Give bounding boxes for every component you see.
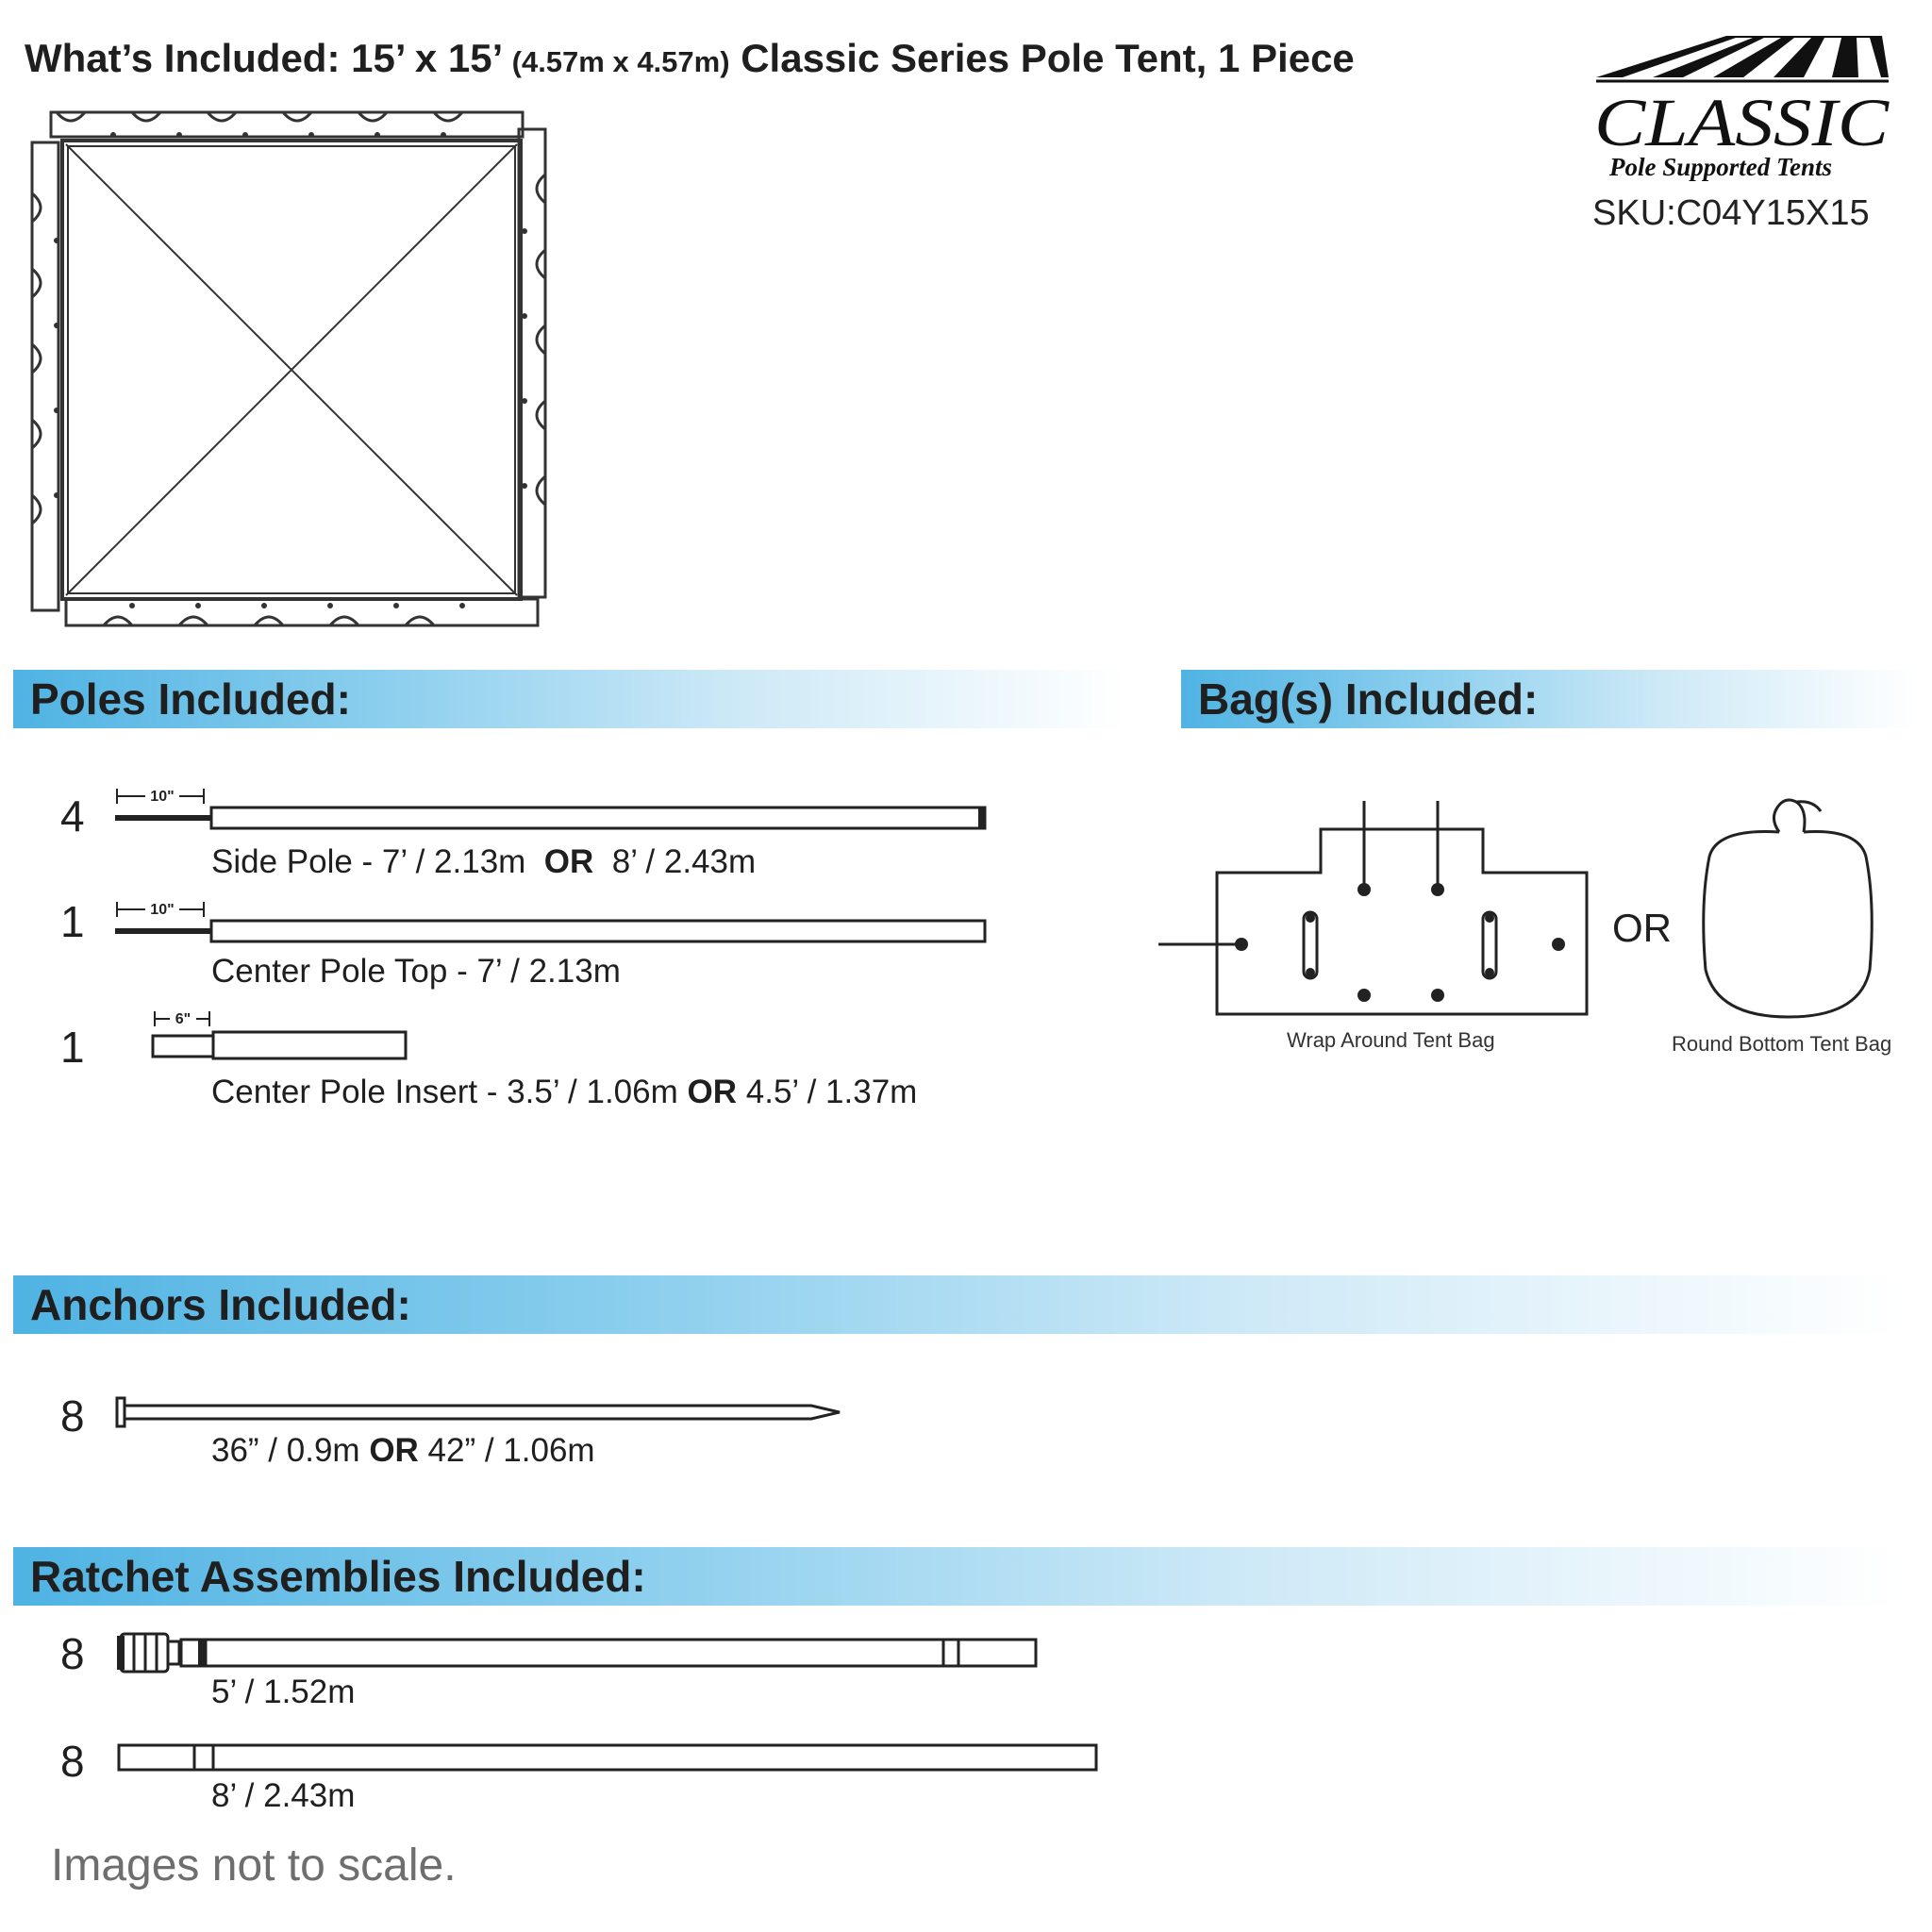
center-pole-top-label: Center Pole Top - 7’ / 2.13m	[211, 953, 621, 990]
center-pole-insert-qty: 1	[60, 1023, 85, 1072]
center-pole-insert-alt: 4.5’ / 1.37m	[745, 1074, 918, 1110]
bags-section-header	[1181, 670, 1917, 728]
center-pole-top-graphic	[113, 898, 991, 955]
side-pole-label	[211, 843, 756, 881]
ratchet-8ft-qty: 8	[60, 1737, 85, 1786]
center-pole-insert-or: OR	[687, 1074, 738, 1110]
anchors-section-header	[13, 1275, 1900, 1334]
side-pole-qty: 4	[60, 791, 85, 841]
round-bottom-bag-graphic	[1698, 791, 1877, 1026]
ratchets-section-header	[13, 1547, 1900, 1606]
anchor-qty: 8	[60, 1391, 85, 1441]
anchor-alt: 42” / 1.06m	[427, 1432, 595, 1469]
wrap-around-bag-graphic	[1153, 797, 1596, 1024]
ratchet-8ft-graphic	[113, 1740, 1104, 1777]
ratchet-5ft-qty: 8	[60, 1629, 85, 1678]
side-pole-or: OR	[543, 843, 594, 880]
title-rest: Classic Series Pole Tent, 1 Piece	[741, 36, 1355, 80]
center-pole-top-dim: 10"	[150, 902, 175, 918]
logo-word: CLASSIC	[1594, 85, 1890, 160]
bags-or-label: OR	[1612, 906, 1672, 950]
title-metric: (4.57m x 4.57m)	[511, 45, 730, 78]
side-pole-graphic	[113, 783, 991, 840]
side-pole-alt: 8’ / 2.43m	[611, 843, 757, 880]
ratchet-5ft-graphic	[113, 1624, 1038, 1681]
anchor-size: 36” / 0.9m	[211, 1432, 360, 1469]
side-pole-name: Side Pole - 7’ / 2.13m	[211, 843, 526, 880]
ratchet-8ft-label: 8’ / 2.43m	[211, 1777, 356, 1814]
center-pole-insert-dim: 6"	[175, 1011, 192, 1027]
title-main: What’s Included: 15’ x 15’	[25, 36, 501, 80]
center-pole-top-qty: 1	[60, 897, 85, 946]
sku-label: SKU:C04Y15X15	[1592, 193, 1870, 233]
anchor-or: OR	[369, 1432, 419, 1469]
anchors-heading: Anchors Included:	[30, 1280, 411, 1329]
center-pole-insert-label	[211, 1074, 917, 1111]
tent-top-diagram	[28, 108, 566, 637]
ratchet-5ft-label: 5’ / 1.52m	[211, 1674, 356, 1710]
round-bottom-bag-label: Round Bottom Tent Bag	[1672, 1032, 1892, 1056]
scale-note: Images not to scale.	[51, 1840, 457, 1890]
wrap-around-bag-label: Wrap Around Tent Bag	[1287, 1028, 1495, 1052]
poles-section-header	[13, 670, 1126, 728]
bags-heading: Bag(s) Included:	[1198, 675, 1539, 724]
anchor-label	[211, 1432, 595, 1470]
center-pole-insert-name: Center Pole Insert - 3.5’ / 1.06m	[211, 1074, 678, 1110]
ratchets-heading: Ratchet Assemblies Included:	[30, 1552, 646, 1601]
center-pole-insert-graphic	[149, 1006, 413, 1062]
logo-tagline: Pole Supported Tents	[1609, 153, 1833, 181]
canopy-icon	[1596, 36, 1889, 81]
poles-heading: Poles Included:	[30, 675, 351, 724]
anchor-stake-graphic	[113, 1394, 849, 1432]
page-title	[25, 36, 1355, 81]
side-pole-dim: 10"	[150, 789, 175, 805]
